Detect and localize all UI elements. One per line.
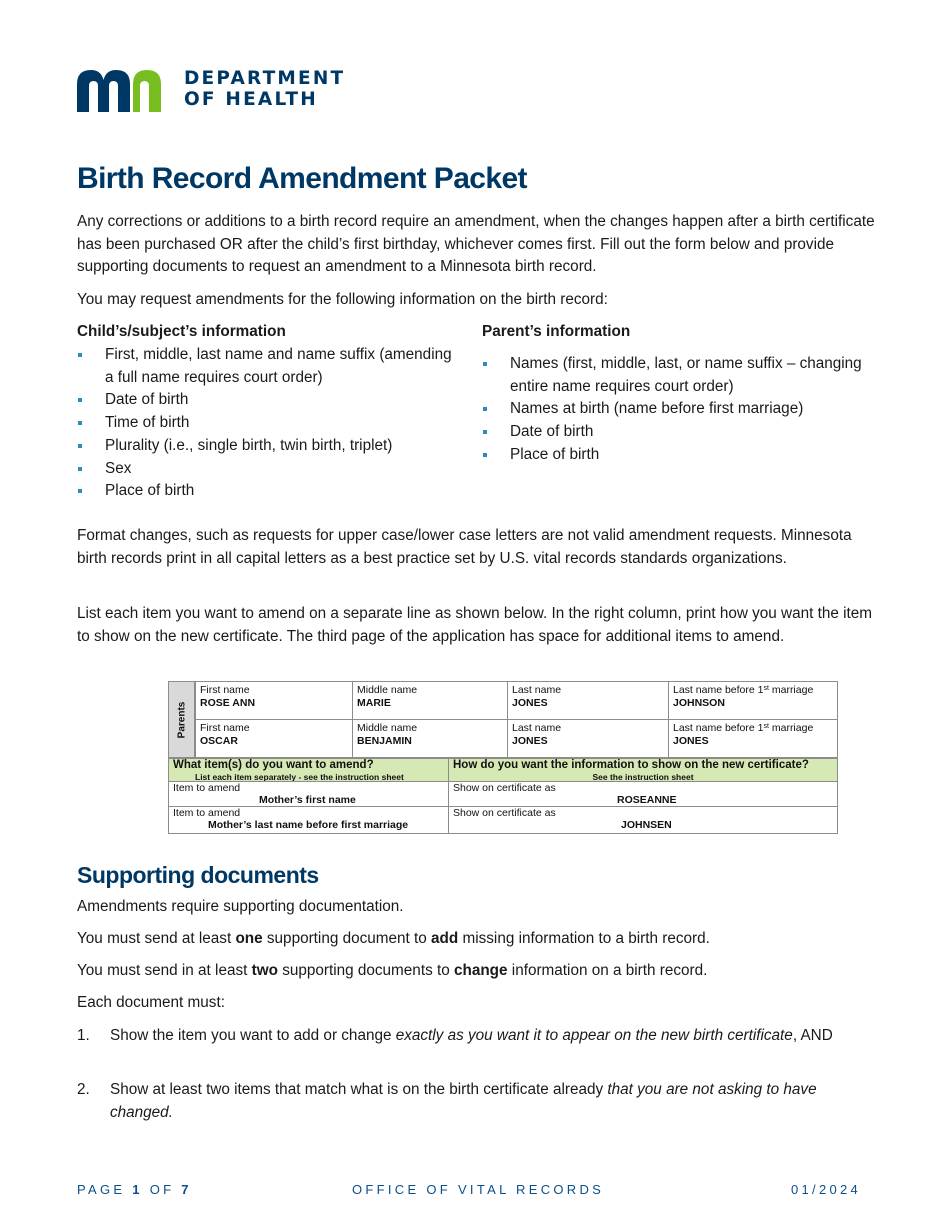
request-line: You may request amendments for the following information on the birth record: (77, 291, 608, 308)
field-value: ROSE ANN (200, 697, 256, 709)
list-note: List each item you want to amend on a separate line as shown below. In the right column, print how you want the item to show on the new certificate. The third page of the application has space for additional items to amend. (77, 605, 873, 645)
list-item: Date of birth (77, 389, 452, 412)
list-item: Names (first, middle, last, or name suffix – changing entire name requires court order) (482, 353, 862, 398)
field-label: Middle name (357, 722, 418, 734)
supporting-documents-heading: Supporting documents (77, 862, 319, 888)
field-label: Last name before 1st marriage (673, 684, 814, 696)
show-question-header (448, 758, 838, 782)
list-item: First, middle, last name and name suffix (amending a full name requires court order) (77, 344, 452, 389)
list-item: Sex (77, 458, 452, 481)
field-label: Middle name (357, 684, 418, 696)
field-label: First name (200, 684, 250, 696)
table-row (168, 781, 449, 807)
field-value: MARIE (357, 697, 391, 709)
table-row (448, 806, 838, 834)
show-value: JOHNSEN (621, 819, 672, 831)
supporting-p4: Each document must: (77, 994, 225, 1011)
supporting-p3: You must send in at least two supporting documents to change information on a birth record. (77, 962, 708, 979)
page-number: PAGE 1 OF 7 (77, 1182, 192, 1197)
show-label: Show on certificate as (453, 782, 556, 794)
supporting-p1: Amendments require supporting documentation. (77, 898, 404, 915)
field-value: JONES (512, 697, 548, 709)
parent2-before-marriage-cell (668, 719, 838, 758)
item-value: Mother’s first name (259, 794, 356, 806)
parent2-middle-cell (352, 719, 508, 758)
footer-date: 01/2024 (791, 1182, 862, 1197)
parent1-first-cell (195, 681, 353, 720)
field-value: JONES (673, 735, 709, 747)
item-value: Mother’s last name before first marriage (208, 819, 409, 831)
field-value: OSCAR (200, 735, 238, 747)
field-value: BENJAMIN (357, 735, 412, 747)
list-item: Time of birth (77, 412, 452, 435)
parent-info-heading: Parent’s information (482, 323, 631, 340)
parent-info-list (482, 353, 862, 467)
example-form (168, 681, 838, 834)
list-item: Names at birth (name before first marriage) (482, 398, 862, 421)
field-label: Last name (512, 684, 562, 696)
parent1-last-cell (507, 681, 669, 720)
table-row (168, 806, 449, 834)
list-item: Place of birth (482, 444, 862, 467)
field-value: JOHNSON (673, 697, 725, 709)
footer-office: OFFICE OF VITAL RECORDS (352, 1182, 605, 1197)
intro-paragraph: Any corrections or additions to a birth record require an amendment, when the changes happen after a birth certificate has been purchased OR after the child’s first birthday, whichever comes first. Fill out the form below and provide supporting documents to request an amendment to a Minnesota birth record. (77, 213, 875, 276)
supporting-p2: You must send at least one supporting document to add missing information to a birth record. (77, 930, 710, 947)
numbered-item-2: 2. Show at least two items that match what is on the birth certificate already that you are not asking to have changed. (77, 1081, 817, 1121)
field-value: JONES (512, 735, 548, 747)
amend-question-header (168, 758, 449, 782)
mn-logo-icon (77, 68, 173, 112)
parent1-before-marriage-cell (668, 681, 838, 720)
logo-line-1: DEPARTMENT (184, 68, 346, 89)
show-question: How do you want the information to show on the new certificate? (453, 759, 809, 771)
logo-text (184, 68, 345, 110)
show-value: ROSEANNE (617, 794, 677, 806)
list-item: Plurality (i.e., single birth, twin birth, triplet) (77, 435, 452, 458)
list-item: Place of birth (77, 480, 452, 503)
parent2-first-cell (195, 719, 353, 758)
format-note: Format changes, such as requests for upper case/lower case letters are not valid amendment requests. Minnesota birth records print in all capital letters as a best practice set by U.S. vital records standards organizations. (77, 527, 852, 567)
item-label: Item to amend (173, 807, 241, 819)
parent2-last-cell (507, 719, 669, 758)
show-label: Show on certificate as (453, 807, 556, 819)
page-title: Birth Record Amendment Packet (77, 162, 527, 195)
item-label: Item to amend (173, 782, 241, 794)
amend-question-sub: List each item separately - see the instruction sheet (195, 772, 404, 782)
list-item: Date of birth (482, 421, 862, 444)
field-label: Last name (512, 722, 562, 734)
mdh-logo (77, 68, 367, 112)
parent1-middle-cell (352, 681, 508, 720)
logo-line-2: OF HEALTH (184, 89, 318, 110)
field-label: Last name before 1st marriage (673, 722, 814, 734)
table-row (448, 781, 838, 807)
numbered-item-1: 1. Show the item you want to add or change exactly as you want it to appear on the new birth certificate, AND (77, 1027, 833, 1044)
field-label: First name (200, 722, 250, 734)
child-info-list (77, 344, 452, 503)
amend-question: What item(s) do you want to amend? (173, 759, 374, 771)
child-info-heading: Child’s/subject’s information (77, 323, 286, 340)
parents-side-label: Parents (168, 681, 195, 758)
show-question-sub: See the instruction sheet (592, 772, 694, 782)
